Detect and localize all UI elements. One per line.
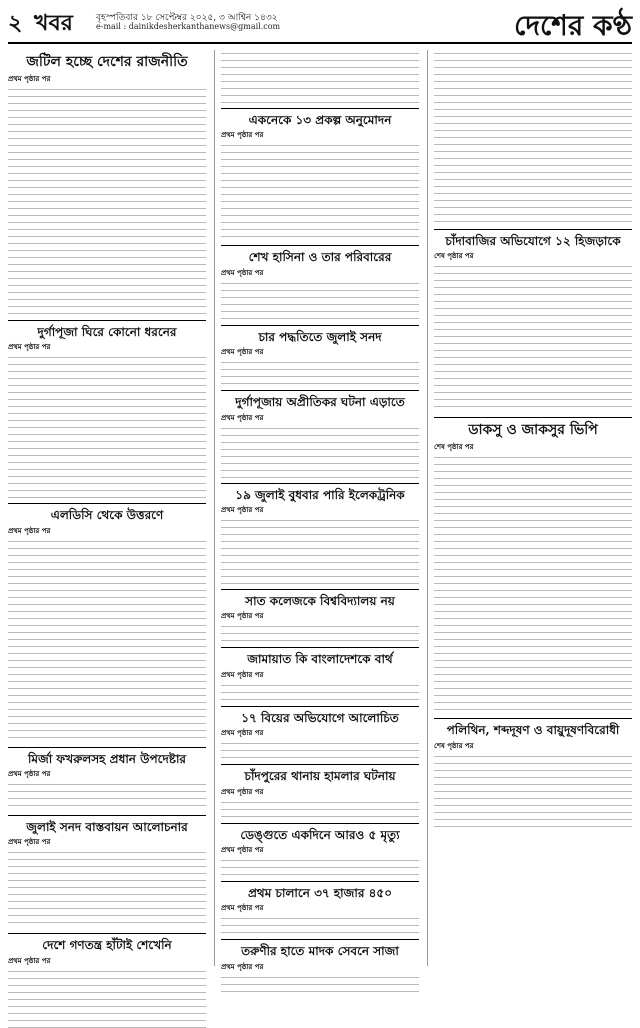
- story: [221, 250, 419, 320]
- story-separator: [221, 823, 419, 824]
- story: [221, 395, 419, 478]
- story-separator: [8, 503, 206, 504]
- story-separator: [221, 939, 419, 940]
- story-separator: [8, 320, 206, 321]
- story-headline: চাঁদাবাজির অভিযোগে ১২ হিজড়াকে: [445, 234, 621, 248]
- continuation-label: প্রথম পৃষ্ঠার পর: [8, 342, 51, 352]
- story-body: [8, 354, 206, 499]
- story-headline: মির্জা ফখরুলসহ প্রধান উপদেষ্টার: [27, 751, 187, 766]
- story-separator: [434, 417, 632, 418]
- story-body: [434, 50, 632, 225]
- story-separator: [221, 108, 419, 109]
- story-separator: [434, 229, 632, 230]
- story-body: [434, 454, 632, 714]
- continuation-label: প্রথম পৃষ্ঠার পর: [8, 768, 51, 778]
- story-body: [8, 86, 206, 316]
- story-separator: [221, 245, 419, 246]
- dateline: বৃহস্পতিবার ১৮ সেপ্টেম্বর ২০২৫, ৩ আশ্বিন ১৪৩২: [96, 13, 278, 23]
- story-separator: [434, 718, 632, 719]
- column-divider: [214, 50, 215, 966]
- continuation-label: প্রথম পৃষ্ঠার পর: [8, 837, 51, 847]
- continuation-label: প্রথম পৃষ্ঠার পর: [221, 412, 264, 422]
- story-headline: জুলাই সনদ বাস্তবায়ন আলোচনার: [26, 819, 188, 834]
- story-body: [221, 50, 419, 104]
- story-separator: [221, 589, 419, 590]
- story-separator: [8, 815, 206, 816]
- story-separator: [221, 881, 419, 882]
- centre-story-group: [221, 589, 419, 994]
- continuation-label: প্রথম পৃষ্ঠার পর: [221, 669, 264, 679]
- story-body: [221, 740, 419, 760]
- story-headline: চাঁদপুরের থানায় হামলার ঘটনায়: [244, 769, 396, 784]
- story-separator: [8, 747, 206, 748]
- story-body: [221, 857, 419, 877]
- story-headline: জামায়াত কি বাংলাদেশকে বার্থ: [247, 652, 393, 667]
- story-separator: [221, 647, 419, 648]
- story-headline: জটিল হচ্ছে দেশের রাজনীতি: [26, 54, 188, 70]
- story-body: [434, 263, 632, 413]
- story: [221, 488, 419, 585]
- story-separator: [221, 764, 419, 765]
- column-left: [8, 50, 206, 966]
- continuation-label: প্রথম পৃষ্ঠার পর: [221, 504, 264, 514]
- continuation-label: প্রথম পৃষ্ঠার পর: [221, 728, 264, 738]
- section-title: খবর: [34, 10, 73, 36]
- continuation-label: প্রথম পৃষ্ঠার পর: [221, 903, 264, 913]
- continuation-label: প্রথম পৃষ্ঠার পর: [221, 267, 264, 277]
- story-headline: শেখ হাসিনা ও তার পরিবারের: [248, 250, 392, 265]
- story: [434, 234, 632, 413]
- story-headline: দুর্গাপূজা ঘিরে কোনো ধরনের: [37, 324, 177, 339]
- page-number: ২: [8, 10, 23, 36]
- story: [221, 330, 419, 386]
- masthead: [0, 0, 640, 44]
- story-headline: ডাকসু ও জাকসুর ভিপি: [468, 422, 598, 439]
- continuation-label: প্রথম পৃষ্ঠার পর: [8, 525, 51, 535]
- story: [8, 938, 206, 1027]
- continuation-label: শেষ পৃষ্ঠার পর: [434, 740, 474, 750]
- story-headline: সাত কলেজকে বিশ্ববিদ্যালয় নয়: [245, 593, 395, 608]
- masthead-rule: [8, 42, 632, 44]
- story-separator: [221, 706, 419, 707]
- story-body: [221, 359, 419, 386]
- story: [8, 508, 206, 742]
- continuation-label: শেষ পৃষ্ঠার পর: [434, 251, 474, 261]
- story-headline: ডেঙ্গুতে একদিনে আরও ৫ মৃত্যু: [240, 827, 400, 842]
- continuation-label: প্রথম পৃষ্ঠার পর: [221, 786, 264, 796]
- continuation-label: প্রথম পৃষ্ঠার পর: [221, 347, 264, 357]
- story-body: [221, 915, 419, 935]
- story-headline: ১৭ বিয়ের অভিযোগে আলোচিত: [241, 710, 399, 725]
- continuation-label: শেষ পৃষ্ঠার পর: [434, 442, 474, 452]
- story-body: [221, 517, 419, 585]
- continuation-label: প্রথম পৃষ্ঠার পর: [221, 961, 264, 971]
- continuation-label: প্রথম পৃষ্ঠার পর: [8, 73, 51, 83]
- story-headline: প্রথম চালানে ৩৭ হাজার ৪৫০: [247, 885, 393, 900]
- story: [8, 325, 206, 499]
- story-body: [8, 781, 206, 811]
- story-body: [221, 799, 419, 819]
- story-body: [8, 849, 206, 929]
- story-separator: [221, 390, 419, 391]
- story-headline: দুর্গাপূজায় অপ্রীতিকর ঘটনা এড়াতে: [235, 395, 405, 410]
- story-body: [221, 974, 419, 994]
- column-right: [434, 50, 632, 966]
- email-address: e-mail : dainikdesherkanthanews@gmail.com: [96, 22, 281, 31]
- story: [434, 422, 632, 714]
- column-middle: [221, 50, 419, 971]
- story-body: [434, 753, 632, 833]
- story-body: [221, 142, 419, 241]
- newspaper-logo: দেশের কণ্ঠ: [513, 9, 632, 42]
- story-headline: চার পদ্ধতিতে জুলাই সনদ: [258, 329, 382, 344]
- story-body: [221, 425, 419, 479]
- story-body: [221, 682, 419, 702]
- story-headline: দেশে গণতন্ত্র হাঁটাই শেখেনি: [42, 938, 172, 953]
- story-separator: [221, 483, 419, 484]
- story-body: [8, 968, 206, 1028]
- story-headline: তরুণীর হাতে মাদক সেবনে সাজা: [241, 944, 399, 959]
- story-body: [221, 280, 419, 321]
- story-headline: একনেকে ১৩ প্রকল্প অনুমোদন: [248, 113, 392, 127]
- continuation-label: প্রথম পৃষ্ঠার পর: [221, 130, 264, 140]
- continuation-label: প্রথম পৃষ্ঠার পর: [8, 955, 51, 965]
- story: [221, 113, 419, 241]
- story-headline: পলিথিন, শব্দদূষণ ও বায়ুদূষণবিরোধী: [446, 723, 620, 738]
- continuation-label: প্রথম পৃষ্ঠার পর: [221, 611, 264, 621]
- continuation-label: প্রথম পৃষ্ঠার পর: [221, 844, 264, 854]
- column-divider: [427, 50, 428, 966]
- story-body: [8, 538, 206, 743]
- story: [8, 54, 206, 316]
- story: [434, 723, 632, 832]
- story: [8, 752, 206, 811]
- story-headline: ১৯ জুলাই বুধবার পারি ইলেকট্রনিক: [235, 487, 405, 502]
- story-separator: [221, 325, 419, 326]
- story: [8, 820, 206, 929]
- story-body: [221, 623, 419, 643]
- story-separator: [8, 933, 206, 934]
- story-headline: এলডিসি থেকে উত্তরণে: [50, 508, 164, 523]
